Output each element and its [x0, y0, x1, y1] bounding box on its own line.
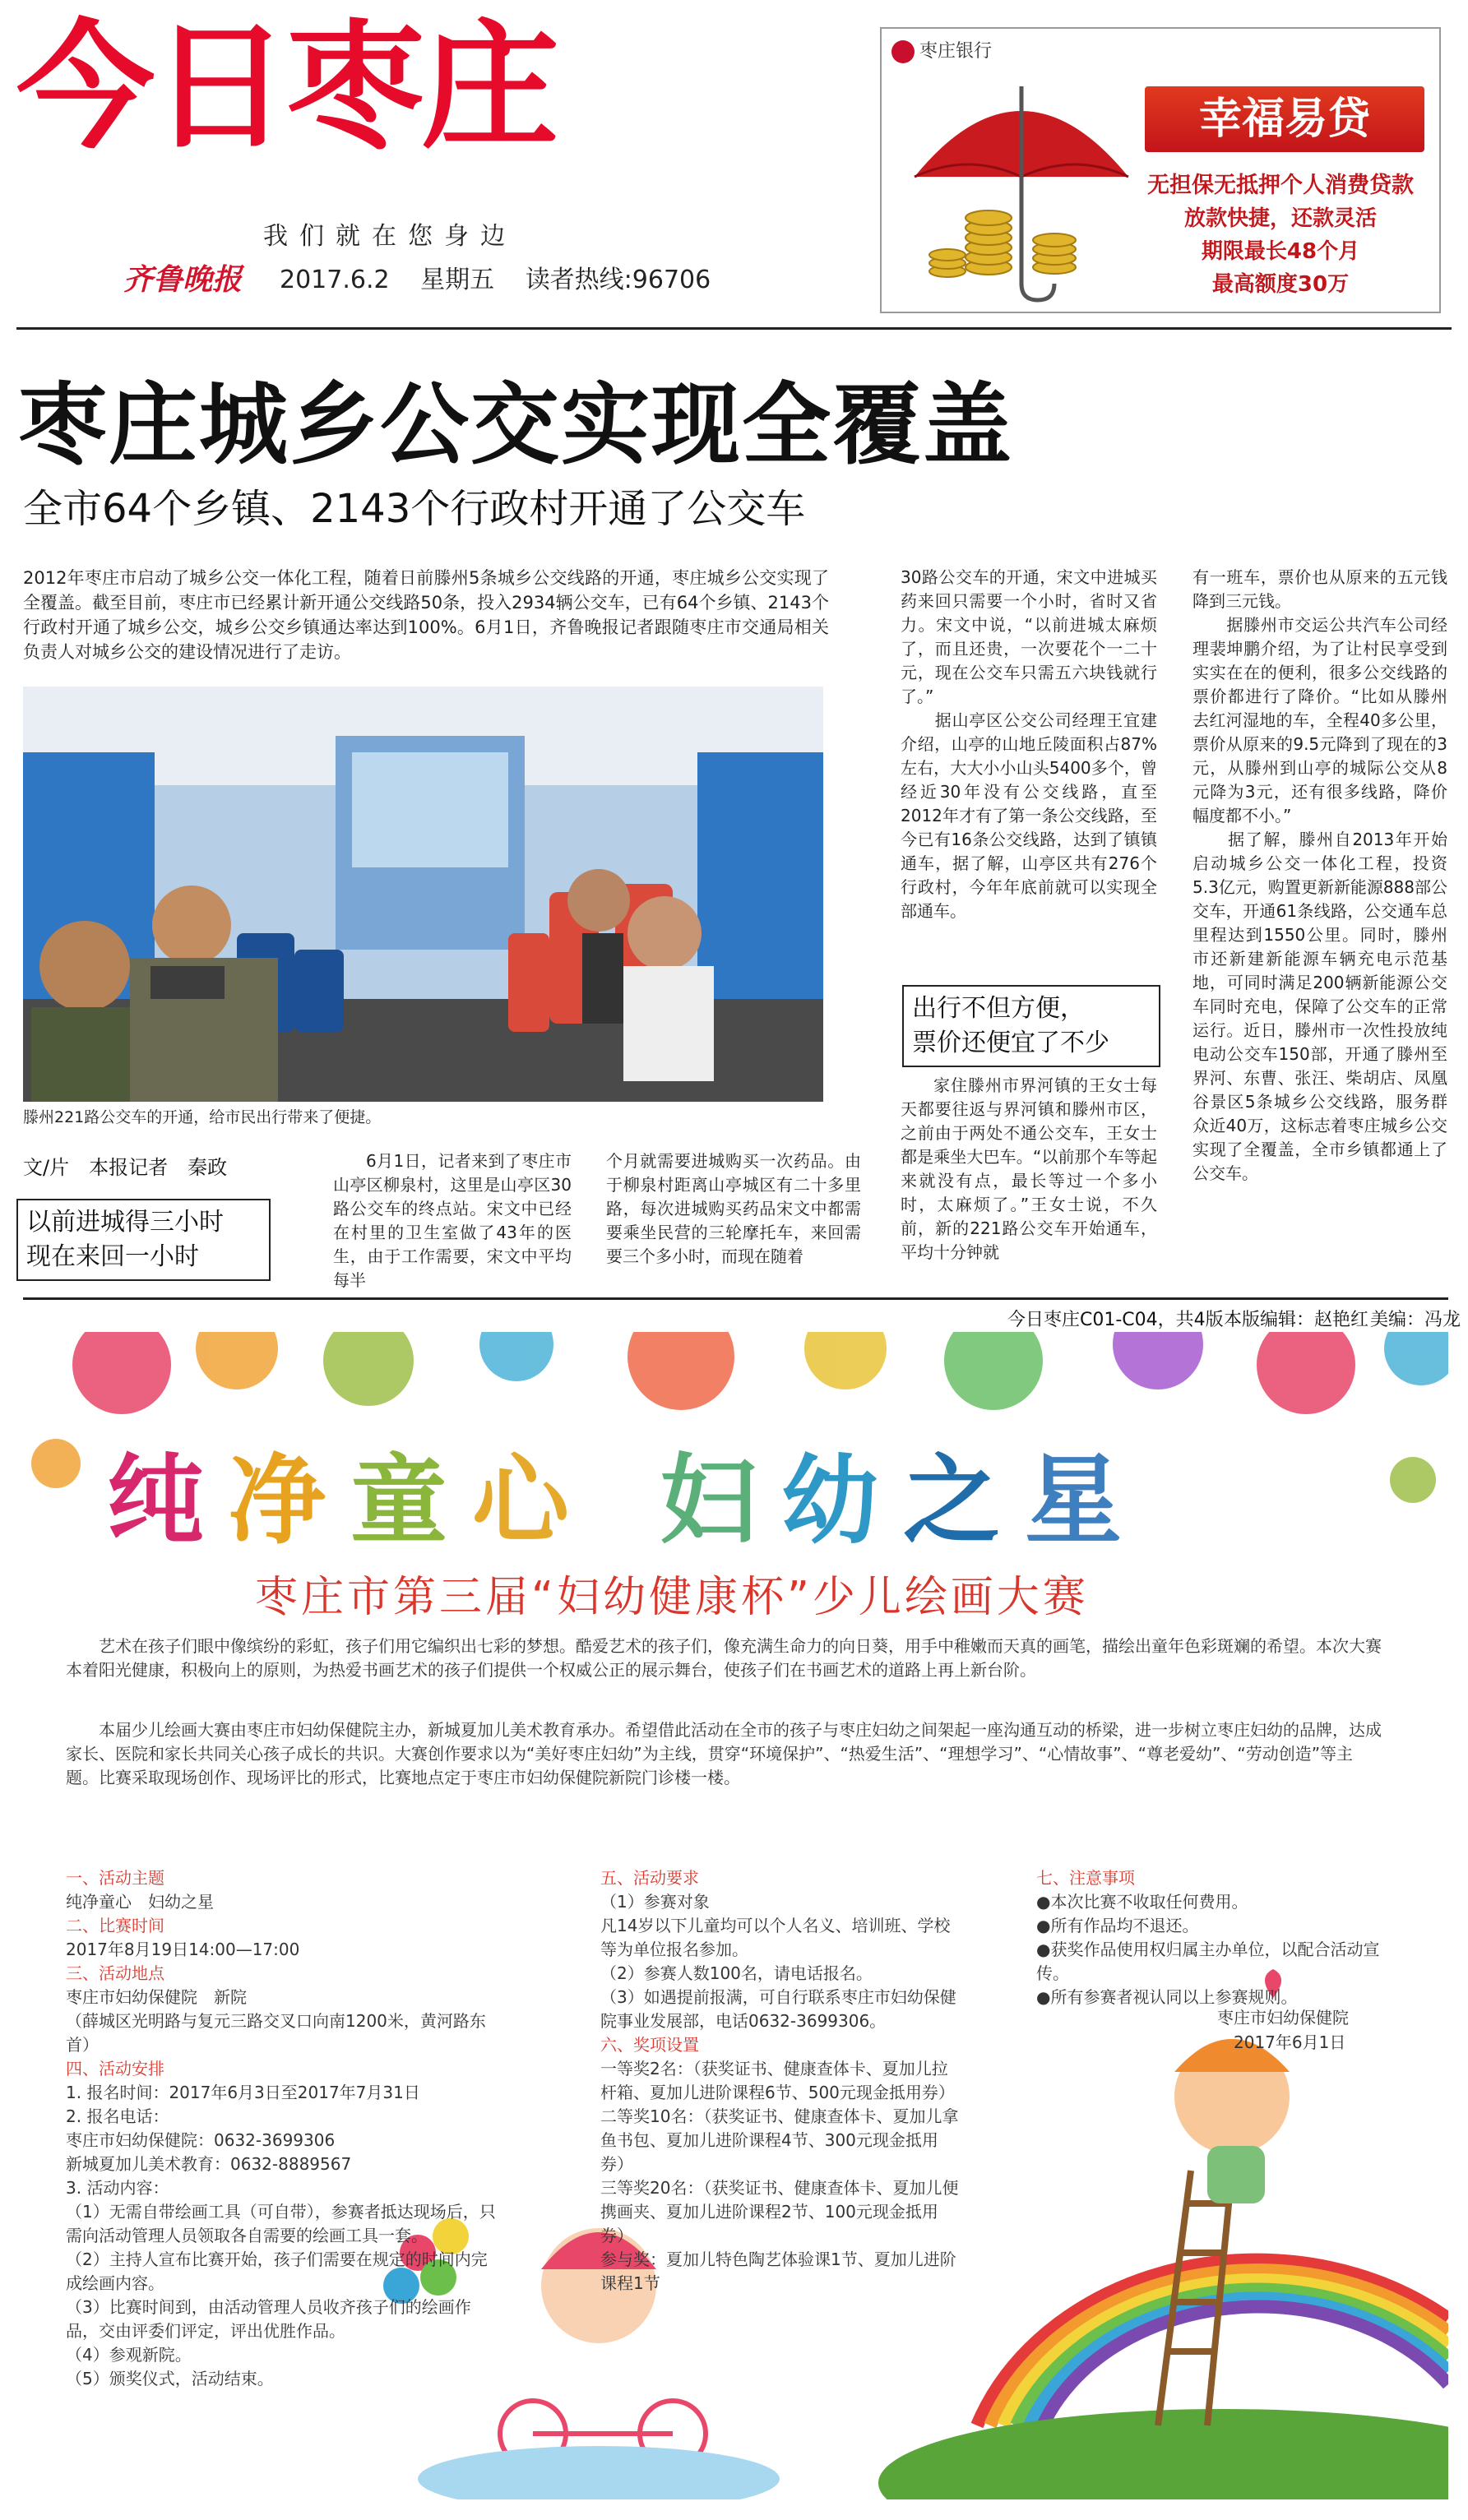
- contest-title-part2: [660, 1444, 1146, 1557]
- article-col-c2: 家住滕州市界河镇的王女士每天都要往返与界河镇和滕州市区，之前由于两处不通公交车，王女士都是乘坐大巴车。“以前那个车等起来就没有点，最长等过一个多小时，太麻烦了。”王女士说，不久前，新的221路公交车开始通车，平均十分钟就: [901, 1075, 1157, 1262]
- contest-text-line: 三等奖20名：（获奖证书、健康查体卡、夏加儿便携画夹、夏加儿进阶课程2节、100元现金抵用券）: [600, 2178, 959, 2245]
- article-col-b: 个月就需要进城购买一次药品。由于柳泉村距离山亭城区有二十多里路，每次进城购买药品宋文中都需要乘坐民营的三轮摩托车，来回需要三个多小时，而现在随着: [606, 1151, 861, 1266]
- section-divider: [23, 1297, 1448, 1300]
- masthead-slogan: 我们就在您身边: [263, 222, 516, 251]
- contest-col-left: [66, 1866, 502, 2391]
- ad-line-4: 最高额度30万: [1211, 272, 1350, 297]
- article-subhead: 全市64个乡镇、2143个行政村开通了公交车: [23, 486, 806, 532]
- contest-text-line: ●所有参赛者视认同以上参赛规则。: [1036, 1987, 1298, 2007]
- contest-title-char: 净: [229, 1444, 351, 1557]
- issue-date: 2017.6.2: [280, 266, 390, 294]
- contest-text-line: （4）参观新院。: [66, 2345, 192, 2365]
- umbrella-coins-icon: [898, 62, 1145, 308]
- bank-logo-icon: [891, 40, 915, 63]
- photo-caption: 滕州221路公交车的开通，给市民出行带来了便捷。: [23, 1108, 382, 1126]
- contest-text-line: （1）参赛对象: [600, 1892, 710, 1912]
- contest-text-line: 纯净童心 妇幼之星: [66, 1892, 214, 1912]
- designer-credit: 美编：冯龙: [1370, 1310, 1461, 1330]
- contest-section-heading: 六、奖项设置: [600, 2035, 699, 2055]
- contest-title-char: 之: [903, 1444, 1026, 1557]
- editor-credit: 本版编辑：赵艳红: [1224, 1310, 1369, 1330]
- masthead-title: 今日枣庄: [16, 7, 556, 168]
- contest-section-heading: 五、活动要求: [600, 1868, 699, 1888]
- contest-intro-2: 本届少儿绘画大赛由枣庄市妇幼保健院主办，新城夏加儿美术教育承办。希望借此活动在全市的孩子与枣庄妇幼之间架起一座沟通互动的桥梁，进一步树立枣庄妇幼的品牌，达成家长、医院和家长共同关心孩子成长的共识。大赛创作要求以为“美好枣庄妇幼”为主线，贯穿“环境保护”、“热爱生活”、“理想学习”、“心情故事”、“尊老爱幼”、“劳动创造”等主题。比赛采取现场创作、现场评比的形式，比赛地点定于枣庄市妇幼保健院新院门诊楼一楼。: [66, 1720, 1382, 1787]
- ad-line-3: 期限最长48个月: [1201, 239, 1360, 264]
- contest-text-line: （5）颁奖仪式，活动结束。: [66, 2369, 274, 2388]
- contest-text-line: （薛城区光明路与复元三路交叉口向南1200米，黄河路东首）: [66, 2011, 486, 2055]
- contest-title-char: 星: [1025, 1444, 1147, 1557]
- article-col-c: 30路公交车的开通，宋文中进城买药来回只需要一个小时，省时又省力。宋文中说，“以前进城太麻烦了，而且还贵，一次要花个一二十元，现在公交车只需五六块钱就行了。” 据山亭区公交公司经理王宜建介绍，山亭的山地丘陵面积占87%左右，大大小小山头5400多个，曾经近30年没有公交线路，直至2012年才有了第一条公交线路，至今已有16条公交线路，达到了镇镇通车，据了解，山亭区共有276个行政村，今年年底前就可以实现全部通车。: [901, 567, 1157, 921]
- bank-name: 枣庄银行: [891, 37, 992, 63]
- bus-interior-photo: [23, 687, 823, 1102]
- contest-text-line: 新城夏加儿美术教育：0632-8889567: [66, 2154, 352, 2174]
- contest-sign-date: 2017年6月1日: [1234, 2032, 1346, 2052]
- contest-col-mid: [600, 1866, 962, 2296]
- contest-text-line: 枣庄市妇幼保健院：0632-3699306: [66, 2130, 336, 2150]
- ad-line-1: 无担保无抵押个人消费贷款: [1147, 173, 1414, 198]
- contest-text-line: 3. 活动内容：: [66, 2178, 169, 2198]
- contest-text-line: 参与奖：夏加儿特色陶艺体验课1节、夏加儿进阶课程1节: [600, 2250, 956, 2293]
- contest-sign-org: 枣庄市妇幼保健院: [1217, 2008, 1349, 2028]
- article-lead: 2012年枣庄市启动了城乡公交一体化工程，随着日前滕州5条城乡公交线路的开通，枣庄城乡公交实现了全覆盖。截至目前，枣庄市已经累计新开通公交线路50条，投入2934辆公交车，已有64个乡镇、2143个行政村开通了城乡公交，城乡公交乡镇通达率达到100%。6月1日，齐鲁晚报记者跟随枣庄市交通局相关负责人对城乡公交的建设情况进行了走访。: [23, 568, 829, 662]
- contest-section-heading: 三、活动地点: [66, 1963, 164, 1983]
- contest-title-char: 妇: [660, 1444, 782, 1557]
- contest-text-line: 2. 报名电话：: [66, 2106, 169, 2126]
- masthead-rule: [16, 327, 1452, 330]
- quote-box-1: 以前进城得三小时 现在来回一小时: [16, 1199, 271, 1281]
- article-byline: 文/片 本报记者 秦政: [23, 1156, 228, 1179]
- contest-text-line: （2）主持人宣布比赛开始，孩子们需要在规定的时间内完成绘画内容。: [66, 2250, 488, 2293]
- issue-weekday: 星期五: [420, 266, 495, 294]
- brand-logo: 齐鲁晚报: [123, 262, 243, 297]
- contest-text-line: （3）比赛时间到，由活动管理人员收齐孩子们的绘画作品，交由评委们评定，评出优胜作品。: [66, 2297, 471, 2341]
- bank-ad[interactable]: [880, 27, 1441, 313]
- contest-section-heading: 四、活动安排: [66, 2059, 164, 2078]
- contest-section-heading: 二、比赛时间: [66, 1916, 164, 1935]
- contest-text-line: ●获奖作品使用权归属主办单位，以配合活动宣传。: [1036, 1940, 1380, 1983]
- article-col-d: 有一班车，票价也从原来的五元钱降到三元钱。 据滕州市交运公共汽车公司经理裴坤鹏介绍，为了让村民享受到实实在在的便利，很多公交线路的票价都进行了降价。“比如从滕州去红河湿地的车，全程40多公里，票价从原来的9.5元降到了现在的3元，从滕州到山亭的城际公交从8元降为3元，还有很多线路，降价幅度都不小。” 据了解，滕州自2013年开始启动城乡公交一体化工程，投资5.3亿元，购置更新新能源888部公交车，开通61条线路，公交通车总里程达到1550公里。同时，滕州市还新建新能源车辆充电示范基地，可同时满足200辆新能源公交车同时充电，保障了公交车的正常运行。近日，滕州市一次性投放纯电动公交车150部，开通了滕州至界河、东曹、张汪、柴胡店、凤凰谷景区5条城乡公交线路，服务群众近40万，这标志着枣庄城乡公交实现了全覆盖，全市乡镇都通上了公交车。: [1192, 567, 1447, 1183]
- dateline: [280, 259, 734, 295]
- contest-text-line: （1）无需自带绘画工具（可自带），参赛者抵达现场后，只需向活动管理人员领取各自需要的绘画工具一套。: [66, 2202, 496, 2245]
- contest-title-part1: [107, 1444, 594, 1557]
- article-col-a: 6月1日，记者来到了枣庄市山亭区柳泉村，这里是山亭区30路公交车的终点站。宋文中已经在村里的卫生室做了43年的医生，由于工作需要，宋文中平均每半: [333, 1151, 572, 1290]
- contest-text-line: 枣庄市妇幼保健院 新院: [66, 1987, 247, 2007]
- contest-text-line: 凡14岁以下儿童均可以个人名义、培训班、学校等为单位报名参加。: [600, 1916, 951, 1959]
- contest-intro-1: 艺术在孩子们眼中像缤纷的彩虹，孩子们用它编织出七彩的梦想。酷爱艺术的孩子们，像充满生命力的向日葵，用手中稚嫩而天真的画笔，描绘出童年色彩斑斓的希望。本次大赛本着阳光健康，积极向上的原则，为热爱书画艺术的孩子们提供一个权威公正的展示舞台，使孩子们在书画艺术的道路上再上新台阶。: [66, 1636, 1382, 1680]
- contest-text-line: 二等奖10名：（获奖证书、健康查体卡、夏加儿拿鱼书包、夏加儿进阶课程4节、300元现金抵用券）: [600, 2106, 959, 2174]
- ad-headline: 幸福易贷: [1145, 86, 1424, 152]
- contest-title-char: 心: [472, 1444, 595, 1557]
- contest-section-heading: 一、活动主题: [66, 1868, 164, 1888]
- contest-col-right: [1036, 1866, 1398, 2009]
- contest-text-line: ●本次比赛不收取任何费用。: [1036, 1892, 1248, 1912]
- contest-text-line: 一等奖2名：（获奖证书、健康查体卡、夏加儿拉杆箱、夏加儿进阶课程6节、500元现金抵用券）: [600, 2059, 955, 2102]
- contest-title: [107, 1422, 1146, 1562]
- contest-text-line: （2）参赛人数100名，请电话报名。: [600, 1963, 873, 1983]
- contest-subtitle: 枣庄市第三届“妇幼健康杯”少儿绘画大赛: [255, 1573, 1089, 1622]
- contest-text-line: ●所有作品均不退还。: [1036, 1916, 1199, 1935]
- contest-text-line: 2017年8月19日14:00—17:00: [66, 1940, 300, 1959]
- contest-title-char: 童: [350, 1444, 473, 1557]
- contest-section-heading: 七、注意事项: [1036, 1868, 1135, 1888]
- ad-line-2: 放款快捷，还款灵活: [1183, 206, 1377, 231]
- article-headline[interactable]: 枣庄城乡公交实现全覆盖: [18, 374, 1014, 477]
- contest-text-line: （3）如遇提前报满，可自行联系枣庄市妇幼保健院事业发展部，电话0632-3699306。: [600, 1987, 956, 2031]
- quote-box-2: 出行不但方便， 票价还便宜了不少: [902, 985, 1160, 1067]
- contest-title-char: 幼: [781, 1444, 904, 1557]
- contest-text-line: 1. 报名时间：2017年6月3日至2017年7月31日: [66, 2083, 420, 2102]
- contest-title-char: 纯: [107, 1444, 229, 1557]
- reader-hotline: 读者热线:96706: [525, 266, 711, 294]
- edition-info: 今日枣庄C01-C04，共4版: [1007, 1310, 1224, 1330]
